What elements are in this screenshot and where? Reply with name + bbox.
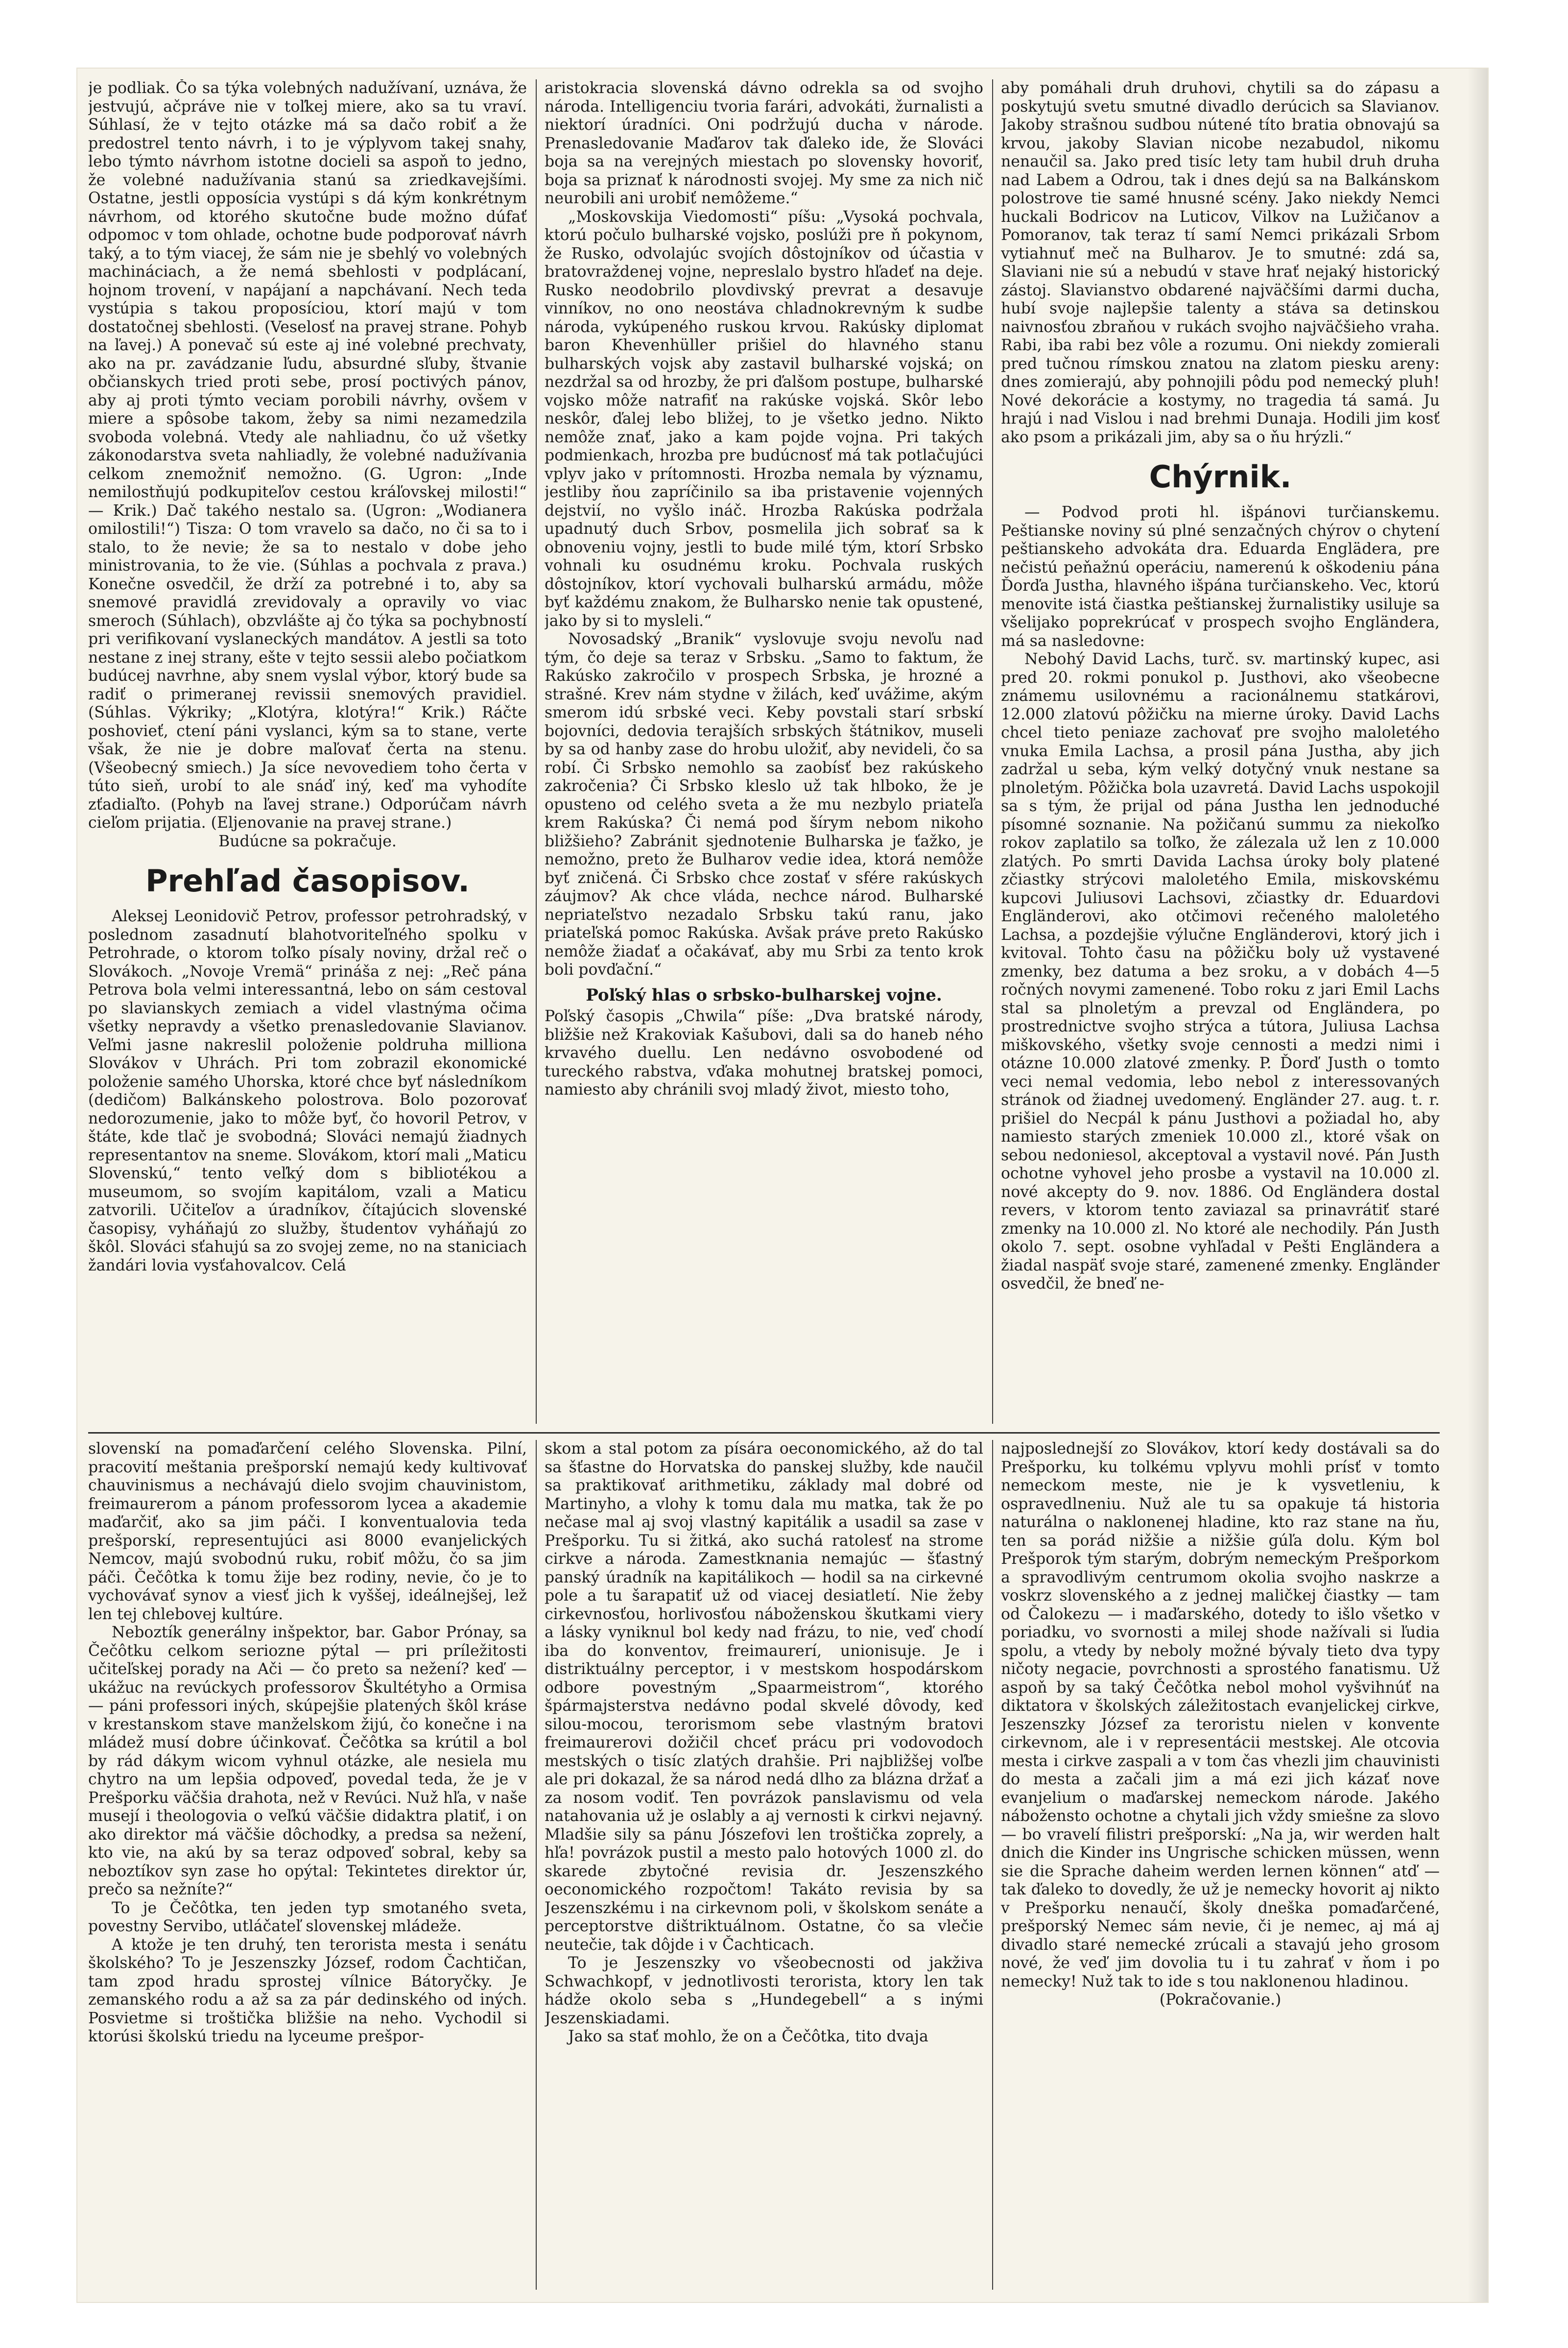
continuation-note: (Pokračovanie.) [1159, 1991, 1282, 2009]
article-paragraph: aby pomáhali druh druhovi, chytili sa do zápasu a poskytujú svetu smutné divadlo derúcich sa Slavianov. Jakoby strašnou sudbou nútené títo bratia obnovajú sa krvou, jakoby Slavian nicobe nezabudol, nikomu nenaučil sa. Jako pred tisíc lety tam hubil druh druha nad Labem a Odrou, tak i dnes dejú sa na Balkánskom polostrove tie samé hnusné scény. Jako niekdy Nemci huckali Bodricov na Luticov, Vilkov na Lužičanov a Pomoranov, tak teraz tí samí Nemci prikázali Srbom vytiahnuť meč na Bulharov. Je to smutné: zdá sa, Slaviani nie sú a nebudú v stave hrať nejaký historický zástoj. Slavianstvo obdarené najväčšími darmi ducha, hubí svoje najlepšie talenty a stáva sa detinskou naivnosťou zbraňou v rukách svojho najväčšieho vraha. Rabi, iba rabi bez vôle a rozumu. Oni niekdy zomierali pred tučnou rímskou znatou na zlatom piesku areny: dnes zomierajú, aby pohnojili pôdu pod nemecký pluh! Nové dekorácie a kostymy, no tragedia tá samá. Ju hrajú i nad Vislou i nad brehmi Dunaja. Hodili jim kosť ako psom a prikázali jim, aby sa o ňu hrýzli.“ [1001, 79, 1440, 446]
article-paragraph: Aleksej Leonidovič Petrov, professor petrohradský, v poslednom zasadnutí blahotvoriteľného spolku v Petrohrade, o ktorom toľko písaly noviny, držal reč o Slovákoch. „Novoje Vremä“ prináša z nej: „Reč pána Petrova bola velmi interessantná, lebo on sám cestoval po slavianskych zemiach a videl vlastnýma očima všetky nepravdy a všetko prenasledovanie Slavianov. Veľmi jasne nakreslil položenie poldruha milliona Slovákov v Uhrách. Pri tom zobrazil ekonomické položenie samého Uhorska, ktoré chce byť následníkom (dedičom) Balkánskeho polostrova. Bolo pozorovať nedorozumenie, jako to môže byť, čo hovoril Petrov, v štáte, kde tlač je svobodná; Slováci nemajú žiadnych representantov na sneme. Slovákom, ktorí mali „Maticu Slovenskú,“ tento veľký dom s bibliotékou a museumom, so svojím kapitálom, vzali a Maticu zatvorili. Učiteľov a úradníkov, čítajúcich slovenské časopisy, vyháňajú zo služby, študentov vyháňajú zo škôl. Slováci sťahujú sa zo svojej zeme, no na staniciach žandári lovia vysťahovalcov. Celá [88, 908, 527, 1274]
column-divider [992, 79, 993, 1424]
upper-column-1 [88, 79, 527, 1424]
subheading-polsky-hlas: Poľský hlas o srbsko-bulharskej vojne. [586, 985, 942, 1005]
article-paragraph: To je Čečôtka, ten jeden typ smotaného sveta, povestny Servibo, utláčateľ slovenskej mládeže. [88, 1899, 527, 1935]
article-paragraph: slovenskí na pomaďarčení celého Slovenska. Pilní, pracovití meštania prešporskí nemajú kedy kultivovať chauvinismus a nechávajú dielo svojim chauvinistom, freimaurerom a pánom professorom lycea a akademie maďarčiť, ako sa jim páči. I konventualovia teda prešporskí, representujúci asi 8000 evanjelických Nemcov, majú svobodnú ruku, robiť môžu, čo sa jim páči. Čečôtka k tomu žije bez rodiny, nevie, čo je to vychovávať synov a viesť jich k vyššej, ideálnejšej, lež len tej chlebovej kultúre. [88, 1440, 527, 1623]
article-paragraph: Jako sa stať mohlo, že on a Čečôtka, tito dvaja [568, 2028, 928, 2045]
upper-column-2 [545, 79, 983, 1424]
article-paragraph: najposlednejší zo Slovákov, ktorí kedy dostávali sa do Prešporku, ku tolkému vplyvu mohli prísť v tomto nemeckom meste, nie je k vysvetleniu, k ospravedlneniu. Nuž ale tu sa opakuje tá historia naturálna o naklonenej hladine, kto raz stane na ňu, ten sa porád nižšie a nižšie gúľa dolu. Kým bol Prešporok tým starým, dobrým nemeckým Prešporkom a spravodlivým centrumom okolia svojho naskrze a voskrz slovenského a z jednej maličkej čiastky — tam od Čalokezu — i maďarského, dotedy to išlo všetko v poriadku, vo svornosti a milej shode nažívali si ľudia spolu, a vtedy by neboly možné bývaly tieto dva typy ničoty negacie, povrchnosti a sprostého fanatismu. Už aspoň by sa taký Čečôtka nebol mohol vyšvihnúť na diktatora v školských záležitostach evanjelickej cirkve, Jeszenszky József za teroristu nielen v konvente cirkevnom, ale i v representácii mestskej. Ale otcovia mesta i cirkve zaspali a v tom čas vhezli jim chauvinisti do mesta a začali jim a má ezi jich kázať nove evanjelium o maďarskej nemeckom národe. Jakého nábožensto ochotne a chytali jich vždy smiešne za slovo — bo vravelí filistri prešporskí: „Na ja, wir werden halt dnich die Kinder ins Ungrische schicken müssen, wenn sie die Sprache daheim werden lernen können“ atď — tak ďaleko to dovedly, že už je nemecky hovorit aj nikto v Prešporku nenaučí, školy dneška pomaďarčené, prešporský Nemec sám nevie, či je nemec, aj má aj divadlo staré nemecké zrúcali a stavajú jeho grosom nové, že veď jim dovolia tu i tu zahrať v ňom i po nemecky! Nuž tak to ide s tou naklonenou hladinou. [1001, 1440, 1440, 1990]
article-paragraph: Poľský časopis „Chwila“ píše: „Dva bratské národy, bližšie než Krakoviak Kašubovi, dali sa do haneb ného krvavého duellu. Len nedávno osvobodené od tureckého rabstva, vďaka mohutnej bratskej pomoci, namiesto aby chránili svoj mladý život, miesto toho, [545, 1007, 983, 1099]
section-divider [88, 1432, 1440, 1434]
news-item: Nebohý David Lachs, turč. sv. martinský kupec, asi pred 20. rokmi ponukol p. Justhovi, ako všeobecne známemu usilovnému a racionálnemu statkárovi, 12.000 zlatovú pôžičku na mierne úroky. David Lachs chcel tieto peniaze zachovať pre svojho maloletého vnuka Emila Lachsa, a prosil pána Justha, aby jich zadržal u seba, kým velký dotyčný vnuk nestane sa plnoletým. Pôžička bola uzavretá. David Lachs uspokojil sa s tým, že prijal od pána Justha len jednoduché písomné soznanie. Na požičanú summu za niekoľko rokov zaplatilo sa toľko, že zálezala už len z 10.000 zlatých. Po smrti Davida Lachsa úroky boly platené zčiastky strýcovi maloletého Emila, miskovskému kupcovi Juliusovi Lachsovi, zčiastky dr. Eduardovi Engländerovi, ako otčimovi rečeného maloletého Lachsa, a pozdejšie výlučne Engländerovi, ktorý jich i kvitoval. Tohto času na pôžičku boly už vystavené zmenky, bez datuma a bez sroku, a v dobách 4—5 ročných novymi zamenené. Tobo roku z jari Emil Lachs stal sa plnoletým a prevzal od Engländera, po prostrednictve svojho strýca a tútora, Juliusa Lachsa miškovského, všetky svoje cennosti a medzi nimi i otázne 10.000 zlatové zmenky. P. Ďorď Justh o tomto veci nemal vedomia, lebo nebol z interessovaných stránok od žiadnej uvedomený. Engländer 27. aug. t. r. prišiel do Necpál k pánu Justhovi a požiadal ho, aby namiesto starých zmeniek 10.000 zl., ktoré však on sebou nedoniesol, akceptoval a vystavil nové. Pán Justh ochotne vyhovel jeho prosbe a vystavil na 10.000 zl. nové akcepty do 9. nov. 1886. Od Engländera dostal revers, v ktorom tento zaviazal sa prinavrátiť staré zmenky na 10.000 zl. No ktoré ale nechodily. Pán Justh okolo 7. sept. osobne vyhľadal v Pešti Engländera a žiadal naspäť svoje staré, zamenené zmenky. Engländer osvedčil, že bneď ne- [1001, 650, 1440, 1293]
article-paragraph: Neboztík generálny inšpektor, bar. Gabor Prónay, sa Čečôtku celkom seriozne pýtal — pri príležitosti učiteľskej porady na Ači — čo preto sa nežení? keď — ukážuc na revúckych professorov Škultétyho a Ormisa — páni professori iných, skúpejšie platených škôl kráse v krestanskom stave manželskom žijú, čo konečne i na mládež musí dobre účinkovať. Čečôtka sa krútil a bol by rád dákym wicom vyhnul otázke, ale nesiela mu chytro na um lepšia odpoveď, povedal teda, že je v Prešporku väčšia drahota, než v Revúci. Nuž hľa, v naše musejí i theologovia o veľkú väčšie didaktra platiť, i on ako direktor má väčšie dôchodky, a predsa sa nežení, kto vie, na akú by sa teraz odpoveď sobral, keby sa neboztíkov syn zase ho opýtal: Tekintetes direktor úr, prečo sa nežníte?“ [88, 1624, 527, 1898]
page-edge-shadow [1467, 69, 1488, 2302]
article-paragraph: skom a stal potom za písára oeconomického, až do tal sa šťastne do Horvatska do panskej služby, kde naučil sa praktikovať arithmetiku, základy mal dobré od Martinyho, a vlohy k tomu dala mu matka, tak že po nečase mal aj svoj vlastný kapitálik a usadil sa zase v Prešporku. Tu si žitká, ako suchá ratolesť na strome cirkve a národa. Zamestknania nemajúc — šťastný panský úradník na kapitálikoch — hodil sa na cirkevné pole a tu šarapatiť už od viacej desiatletí. Nie žeby cirkevnosťou, horlivosťou náboženskou škutkami viery a lásky vyniknul bol kedy nad frázu, to nie, veď chodí iba do konventov, freimaurerí, unionisuje. Je i distriktuálny perceptor, i v mestskom hospodárskom odbore povestným „Spaarmeistrom“, ktorého špármajsterstva nedávno podal skvelé dôvody, keď silou-mocou, terorismom sebe vlastným bratovi freimaurerovi dožičil chceť prácu pri vodovodoch mestských o tisíc zlatých drahšie. Pri najbližšej voľbe ale pri dokazal, že sa národ nedá dlho za blázna držať a za nosom vodiť. Ten povrázok panslavismu od vela natahovania už je oslably a aj vernosti k cirkvi nejavný. Mladšie sily sa pánu Jószefovi len troštička zoprely, a hľa! povrázok pustil a mesto palo hotových 1000 zl. do skarede zbytočné revisia dr. Jeszenszkého oeconomického rozpočtom! Takáto revisia by sa Jeszenszkému i na cirkevnom poli, v školskom senáte a perceptorstve dištriktuálnom. Ostatne, čo sa vlečie neutečie, tak dôjde i v Čachticach. [545, 1440, 983, 1954]
article-paragraph: „Moskovskija Viedomosti“ píšu: „Vysoká pochvala, ktorú počulo bulharské vojsko, poslúži pre ň pokynom, že Rusko, odvolajúc svojích dôstojníkov od účastia v bratovraždenej vojne, nepreslalo bystro hľadeť na deje. Rusko neodobrilo plovdivský prevrat a desavuje vinníkov, no ono neostáva chladnokrevným k sudbe národa, vykúpeného ruskou krvou. Rakúsky diplomat baron Khevenhüller prišiel do hlavného stanu bulharských vojsk aby zastavil bulharské vojská; on nezdržal sa od hrozby, že pri ďalšom postupe, bulharské vojsko môže natrafiť na rakúske vojská. Skôr lebo neskôr, ďalej lebo bližej, to je všetko jedno. Nikto nemôže znať, jako a kam pojde vojna. Pri takých podmienkach, hrozba pre budúcnosť má tak potlačujúci vplyv jako v prítomnosti. Hrozba nemala by významu, jestliby ňou zapríčinilo sa iba pristavenie vojenných dejstvií, no vyšlo ináč. Hrozba Rakúska podržala upadnutý duch Srbov, posmelila jich sobrať sa k obnoveniu vojny, jestli to bude milé tým, ktorí Srbsko vohnali ku osudnému kroku. Pochvala ruských dôstojníkov, ktorí vychovali bulharskú armádu, môže byť každému znakom, že Bulharsko nenie tak opustené, jako by si to mysleli.“ [545, 208, 983, 630]
article-paragraph: To je Jeszenszky vo všeobecnosti od jakživa Schwachkopf, v jednotlivosti terorista, ktory len tak hádže okolo seba s „Hundegebell“ a s inými Jeszenskiadami. [545, 1954, 983, 2027]
section-heading-prehlad: Prehľad časopisov. [145, 863, 470, 899]
upper-column-3 [1001, 79, 1440, 1424]
article-paragraph: je podliak. Čo sa týka volebných nadužívaní, uznáva, že jestvujú, ačpráve nie v toľkej miere, ako sa tu vraví. Súhlasí, že v tejto otázke má sa dačo robiť a že predostrel tento návrh, i to je výplyvom takej snahy, lebo týmto návrhom istotne docieli sa aspoň to jedno, že volebné nadužívania stanú sa zriedkavejšími. Ostatne, jestli opposícia vystúpi s dá kým konkrétnym návrhom, od ktorého skutočne bude možno dúfať odpomoc v tom ohlade, ochotne bude podporovať návrh taký, a to tým viacej, že sám nie je sbehlý vo volebných machináciach, a že nemá sbehlosti v podplácaní, hojnom trovení, v napájaní a napchávaní. Nech teda vystúpia s takou proposíciou, ktorí majú v tom dostatočnej sbehlosti. (Veselosť na pravej strane. Pohyb na ľavej.) A ponevač sú este aj iné volebné prechvaty, ako na pr. zavádzanie ľudu, absurdné sľuby, štvanie občianskych tried proti sebe, prosí poctivých pánov, aby aj proti týmto veciam porobili návrhy, ovšem v miere a spôsobe takom, žeby sa nimi nezamedzila svoboda volebná. Vtedy ale nahliadnu, čo už všetky zákonodarstva sveta nahliadly, že volebné nadužívania celkom znemožniť nemožno. (G. Ugron: „Inde nemilostňujú podkupiteľov cestou kráľovskej milosti!“ — Krik.) Dač takého nestalo sa. (Ugron: „Wodianera omilostili!“) Tisza: O tom vravelo sa dačo, no či sa to i stalo, to že nevie; že sa to nestalo v dobe jeho ministrovania, to že vie. (Súhlas a pochvala z prava.) Konečne osvedčil, že drží za potrebné i to, aby sa snemové pravidlá zrevidovaly a opravily vo viac smeroch (Súhlach), obzvlášte aj čo týka sa pochybností pri verifikovaní vyslaneckých mandátov. A jestli sa toto nestane z inej strany, ešte v tejto sessii alebo počiatkom budúcej navrhne, aby snem vyslal výbor, ktorý bude sa radiť o primeranej revissii snemových pravidiel. (Súhlas. Výkriky; „Klotýra, klotýra!“ Krik.) Ráčte poshovieť, ctení páni vyslanci, kým sa to stane, verte však, že nie je dobre maľovať čerta na stenu. (Všeobecný smiech.) Ja síce nevovediem toho čerta v túto sieň, urobí to ale snáď iný, keď ma vyhodíte zťadiaľto. (Pohyb na ľavej strane.) Odporúčam návrh cieľom prijatia. (Eljenovanie na pravej strane.) [88, 79, 527, 832]
newspaper-page [77, 69, 1488, 2302]
news-item: — Podvod proti hl. išpánovi turčianskemu. Peštianske noviny sú plné senzačných chýrov o chytení peštianskeho advokáta dra. Eduarda Englädera, pre nečistú peňažnú operáciu, namerenú k oškodeniu pána Ďorďa Justha, hlavného išpána turčianskeho. Vec, ktorú menovite istá čiastka peštianskej žurnalistiky usiluje sa všelijako poprekrúcať v prospech svojho Engländera, má sa nasledovne: [1001, 503, 1440, 650]
article-paragraph: Novosadský „Branik“ vyslovuje svoju nevoľu nad tým, čo deje sa teraz v Srbsku. „Samo to faktum, že Rakúsko zakročilo v prospech Srbska, je hrozné a strašné. Krev nám stydne v žilách, keď uvážime, akým smerom idú srbské veci. Keby povstali starí srbskí bojovníci, dedovia terajších srbských štátnikov, museli by sa od hanby zase do hrobu uložiť, aby nevideli, čo sa robí. Či Srbsko nemohlo sa zaobísť bez rakúskeho zakročenia? Či Srbsko kleslo už tak hlboko, že je opusteno od celého sveta a že mu nezbylo priateľa krem Rakúska? Či nemá pod šírym nebom nikoho bližšieho? Zabránit sjednotenie Bulharska je ťažko, je nemožno, preto že Bulharov vedie idea, ktorá nemôže byť zničená. Či Srbsko chce zostať v sfére rakúskych záujmov? Ak chce vláda, nechce národ. Bulharské nepriateľstvo nezadalo Srbsku takú ranu, jako priateľská pomoc Rakúska. Avšak práve preto Rakúsko nemôže žiadať a očakávať, aby mu Srbi za tento krok boli povďační.“ [545, 630, 983, 979]
column-divider [992, 1440, 993, 2290]
article-paragraph: A ktože je ten druhý, ten terorista mesta i senátu školského? To je Jeszenszky József, rodom Čachtičan, tam zpod hradu sprostej vílnice Bátoryčky. Je zemanského rodu a až sa za pár dedinského od iných. Posvietme si troštičkа bližšie na neho. Vychodil si ktorúsi školskú triedu na lyceume prešpor- [88, 1936, 527, 2045]
lower-column-1 [88, 1440, 527, 2290]
continuation-note: Budúcne sa pokračuje. [218, 832, 397, 850]
article-paragraph: aristokracia slovenská dávno odrekla sa od svojho národa. Intelligenciu tvoria farári, advokáti, žurnalisti a niektorí úradníci. Oni podržujú ducha v národe. Prenasledovanie Maďarov tak ďaleko ide, že Slováci boja sa na verejných miestach po slovensky hovoriť, boja sa priznať k národnosti svojej. My sme za nich nič neurobili ani urobiť nemôžeme.“ [545, 79, 983, 207]
lower-column-2 [545, 1440, 983, 2290]
column-divider [536, 79, 537, 1424]
column-divider [536, 1440, 537, 2290]
lower-column-3 [1001, 1440, 1440, 2290]
section-heading-chyrnik: Chýrnik. [1149, 459, 1292, 495]
